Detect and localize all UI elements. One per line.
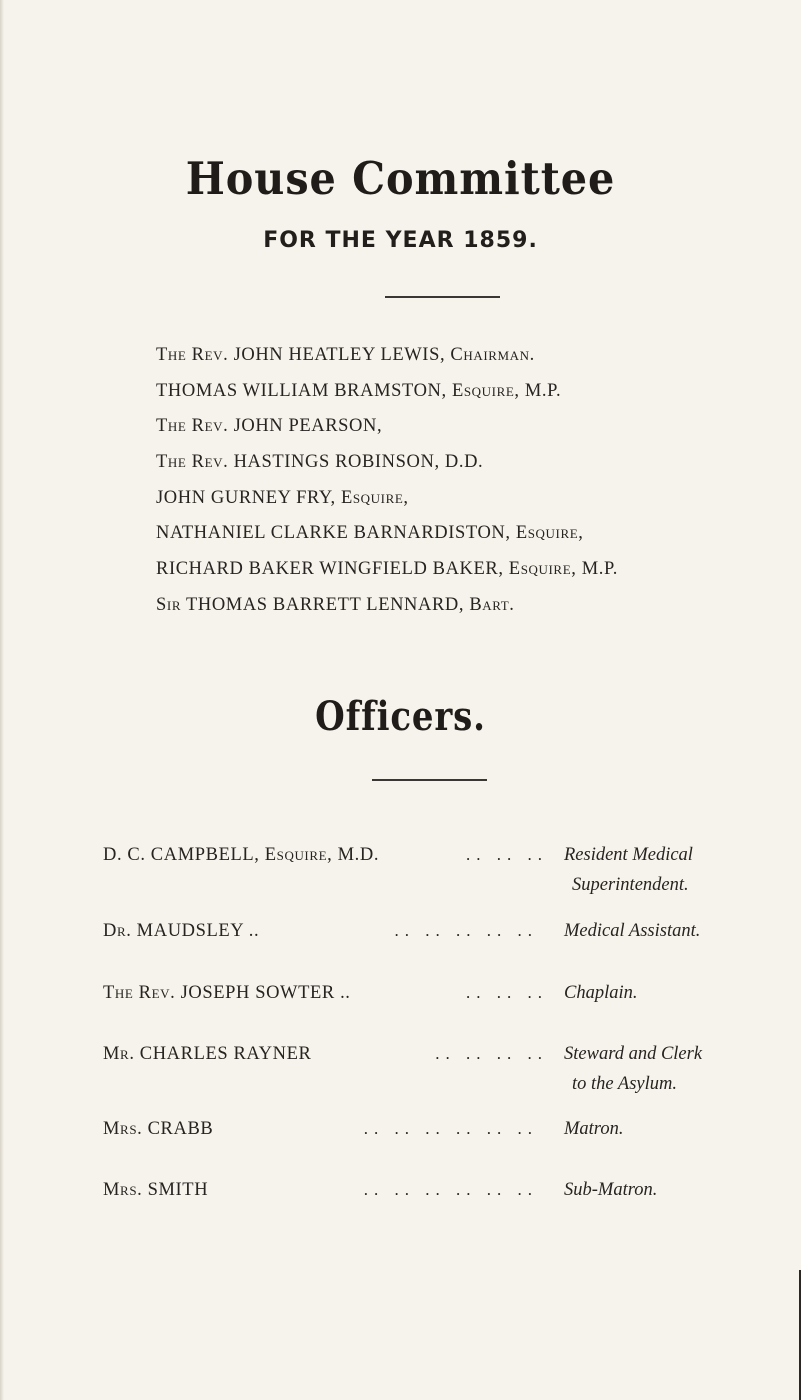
leader-dots: .. .. .. ..	[435, 1044, 548, 1063]
officer-role-line: Resident Medical	[564, 845, 693, 865]
officer-role	[564, 1039, 702, 1099]
officer-role	[564, 1175, 657, 1205]
officer-role-line: Sub-Matron.	[564, 1180, 658, 1200]
committee-member: THOMAS WILLIAM BRAMSTON, Esquire, M.P.	[156, 380, 562, 401]
officer-entry	[103, 1175, 793, 1205]
page-edge-shadow	[0, 0, 4, 1400]
officer-role-line: Matron.	[564, 1119, 624, 1139]
officer-role-line: to the Asylum.	[572, 1074, 677, 1094]
leader-dots: .. .. .. .. .. ..	[363, 1180, 538, 1199]
officer-role-line: Chaplain.	[564, 983, 638, 1003]
officer-role	[564, 1114, 623, 1144]
leader-dots: .. .. .. .. ..	[394, 921, 538, 940]
officer-name: D. C. CAMPBELL, Esquire, M.D.	[103, 845, 380, 865]
page-title: House Committee	[185, 152, 616, 205]
officers-heading: Officers.	[315, 693, 486, 740]
committee-member: Sir THOMAS BARRETT LENNARD, Bart.	[156, 594, 515, 615]
committee-member: The Rev. JOHN PEARSON,	[156, 416, 383, 437]
leader-dots: .. .. ..	[466, 845, 548, 864]
officer-entry	[103, 916, 793, 946]
page-subtitle: FOR THE YEAR 1859.	[263, 228, 538, 253]
officer-role-line: Steward and Clerk	[564, 1044, 703, 1064]
officer-role-line: Superintendent.	[572, 875, 689, 895]
officer-name: Mr. CHARLES RAYNER	[103, 1044, 312, 1064]
officer-entry	[103, 1039, 793, 1094]
officer-role	[564, 916, 700, 946]
officer-entry	[103, 840, 793, 895]
officer-name: Mrs. CRABB	[103, 1119, 214, 1139]
committee-member: NATHANIEL CLARKE BARNARDISTON, Esquire,	[156, 523, 584, 544]
officer-name: Mrs. SMITH	[103, 1180, 209, 1200]
officer-entry	[103, 1114, 793, 1144]
officer-name: The Rev. JOSEPH SOWTER ..	[103, 983, 351, 1003]
committee-list	[156, 338, 618, 624]
section-divider	[372, 779, 487, 781]
leader-dots: .. .. .. .. .. ..	[363, 1119, 538, 1138]
committee-member: The Rev. JOHN HEATLEY LEWIS, Chairman.	[156, 345, 535, 365]
committee-member: JOHN GURNEY FRY, Esquire,	[156, 487, 409, 508]
officer-role	[564, 978, 638, 1008]
officer-name: Dr. MAUDSLEY ..	[103, 921, 260, 941]
committee-member: The Rev. HASTINGS ROBINSON, D.D.	[156, 452, 484, 473]
leader-dots: .. .. ..	[466, 983, 548, 1002]
officer-role-line: Medical Assistant.	[564, 921, 701, 941]
committee-member: RICHARD BAKER WINGFIELD BAKER, Esquire, M.P.	[156, 559, 619, 580]
officer-role	[564, 840, 693, 900]
section-divider	[385, 296, 500, 298]
officer-entry	[103, 978, 793, 1008]
